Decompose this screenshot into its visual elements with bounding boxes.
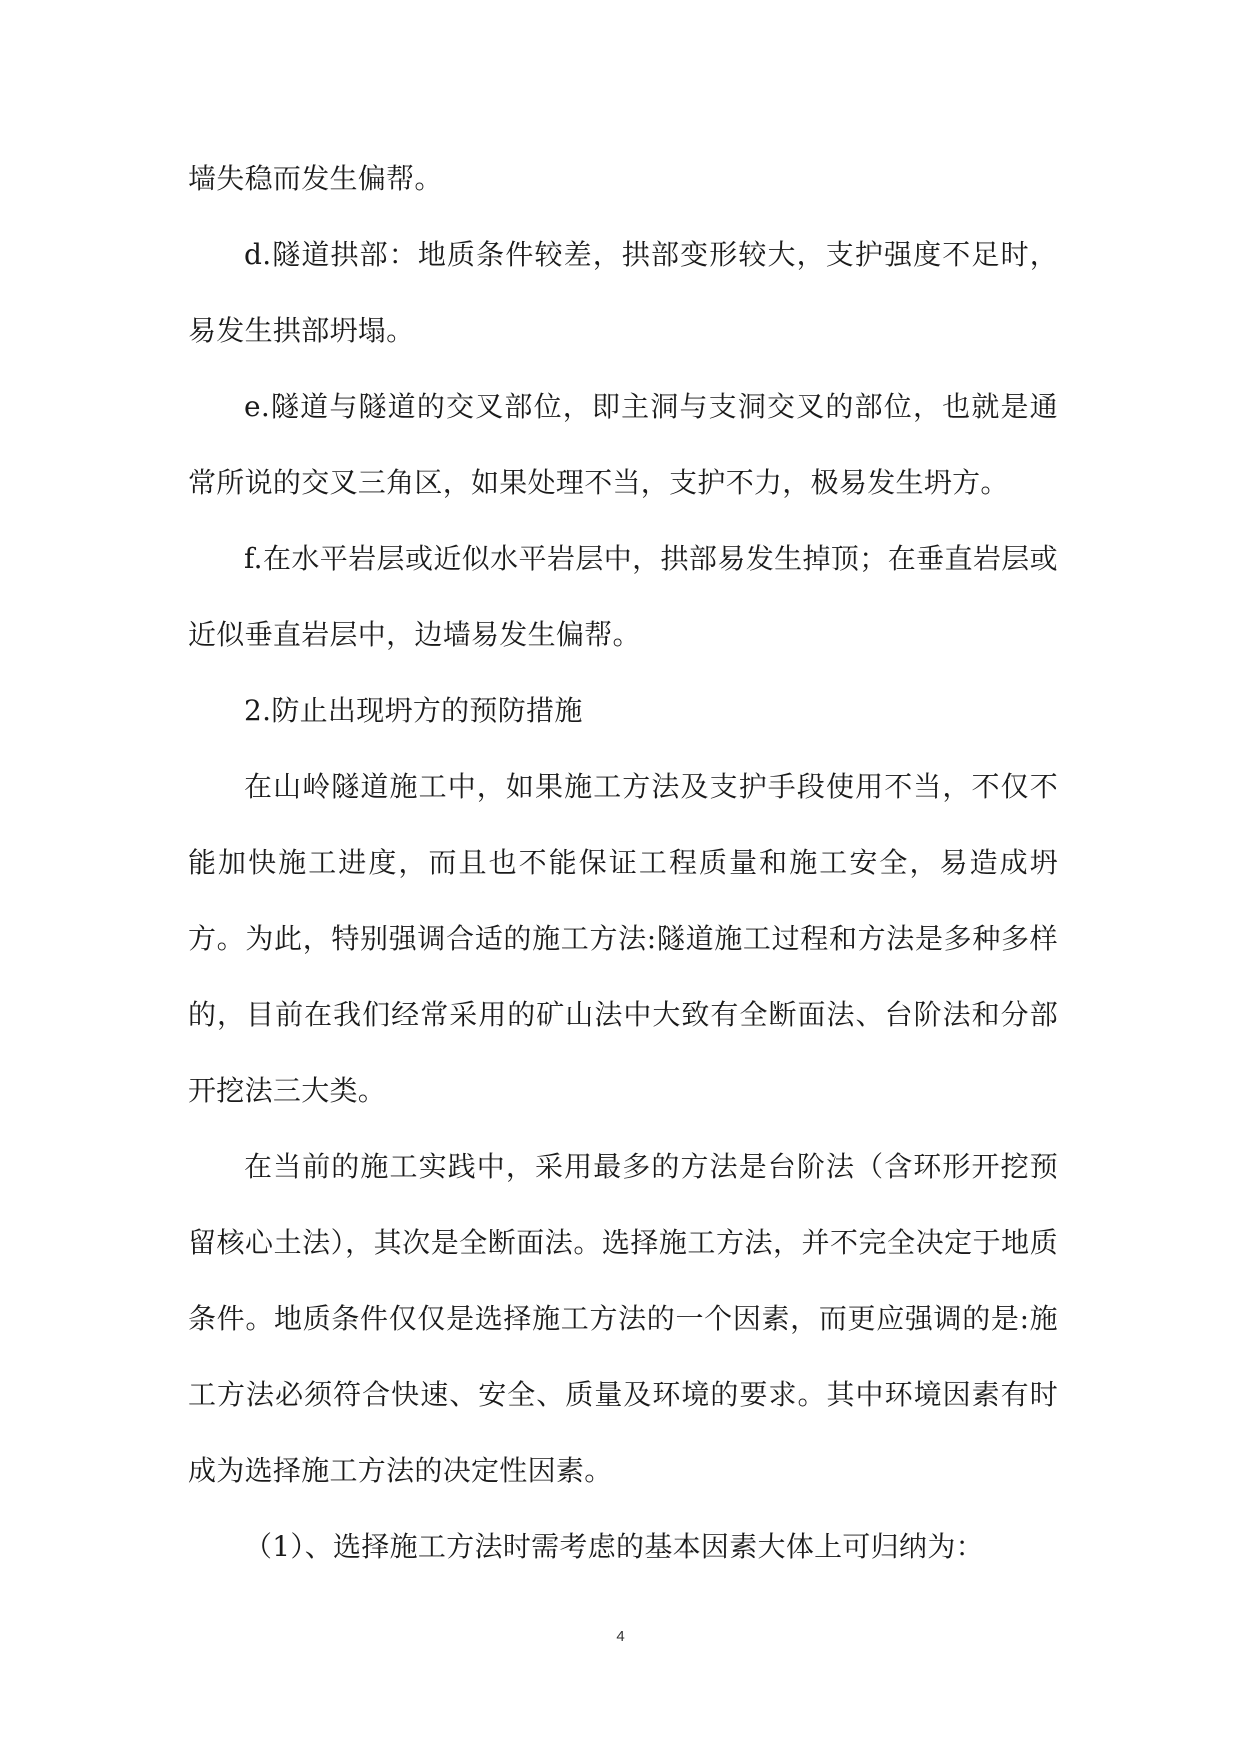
- page-number: 4: [616, 1628, 625, 1645]
- paragraph-continuation: 墙失稳而发生偏帮。: [188, 162, 443, 195]
- body-text: [188, 141, 1058, 1585]
- paragraph-method-selection: 在当前的施工实践中，采用最多的方法是台阶法（含环形开挖预留核心土法），其次是全断面法。选择施工方法，并不完全决定于地质条件。地质条件仅仅是选择施工方法的一个因素，而更应强调的是:施工方法必须符合快速、安全、质量及环境的要求。其中环境因素有时成为选择施工方法的决定性因素。: [188, 1150, 1058, 1487]
- paragraph-item-e: e.隧道与隧道的交叉部位，即主洞与支洞交叉的部位，也就是通常所说的交叉三角区，如果处理不当，支护不力，极易发生坍方。: [188, 390, 1058, 499]
- paragraph-construction-methods: 在山岭隧道施工中，如果施工方法及支护手段使用不当，不仅不能加快施工进度，而且也不能保证工程质量和施工安全，易造成坍方。为此，特别强调合适的施工方法:隧道施工过程和方法是多种多样的，目前在我们经常采用的矿山法中大致有全断面法、台阶法和分部开挖法三大类。: [188, 770, 1058, 1107]
- paragraph-item-d: d.隧道拱部：地质条件较差，拱部变形较大，支护强度不足时，易发生拱部坍塌。: [188, 238, 1058, 347]
- paragraph-basic-factors: （1）、选择施工方法时需考虑的基本因素大体上可归纳为：: [244, 1530, 984, 1563]
- paragraph-item-f: f.在水平岩层或近似水平岩层中，拱部易发生掉顶；在垂直岩层或近似垂直岩层中，边墙易发生偏帮。: [188, 542, 1058, 651]
- section-heading: 2.防止出现坍方的预防措施: [244, 694, 583, 727]
